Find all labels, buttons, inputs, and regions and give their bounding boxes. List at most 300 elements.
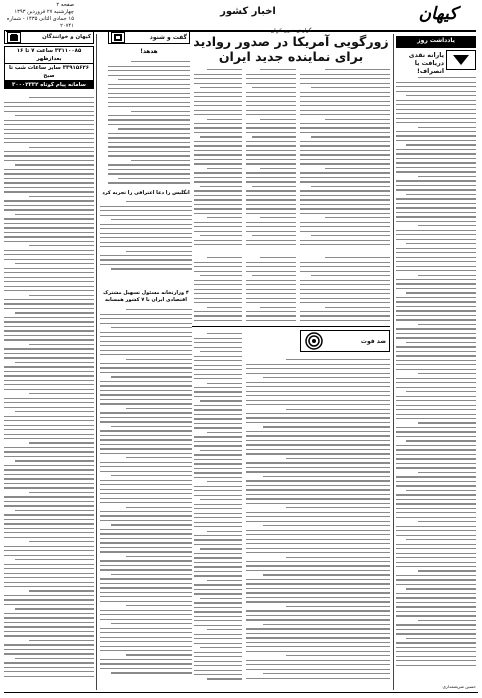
text-line bbox=[246, 172, 296, 173]
text-line bbox=[246, 284, 296, 285]
text-line bbox=[4, 178, 94, 179]
text-line bbox=[4, 155, 94, 156]
text-line bbox=[111, 268, 192, 269]
text-line bbox=[246, 565, 390, 566]
quote-icon bbox=[446, 50, 476, 70]
text-line bbox=[126, 251, 192, 252]
text-line bbox=[194, 78, 242, 79]
text-line bbox=[4, 635, 94, 636]
text-line bbox=[396, 499, 476, 500]
text-line bbox=[194, 105, 242, 106]
text-line bbox=[194, 271, 242, 272]
text-line bbox=[4, 537, 94, 538]
text-line bbox=[246, 145, 296, 146]
text-line bbox=[194, 423, 242, 424]
issue-date: چهارشنبه ۲۷ فروردین ۱۳۹۳ bbox=[14, 9, 74, 15]
text-line bbox=[396, 266, 476, 267]
text-line bbox=[418, 127, 476, 128]
readers-phone-strip bbox=[4, 46, 94, 90]
text-line bbox=[4, 434, 94, 435]
text-line bbox=[4, 519, 94, 520]
text-line bbox=[126, 556, 192, 557]
text-line bbox=[207, 333, 242, 334]
text-line bbox=[108, 84, 190, 85]
text-line bbox=[300, 298, 390, 299]
text-line bbox=[200, 136, 242, 137]
text-line bbox=[100, 242, 192, 243]
text-line bbox=[194, 342, 242, 343]
text-line bbox=[4, 326, 94, 327]
text-line bbox=[246, 289, 296, 290]
text-line bbox=[396, 82, 476, 83]
text-line bbox=[246, 222, 296, 223]
text-line bbox=[246, 395, 390, 396]
text-line bbox=[4, 469, 94, 470]
text-line bbox=[4, 496, 94, 497]
text-line bbox=[406, 440, 476, 441]
text-line bbox=[406, 95, 476, 96]
mid-story-title bbox=[100, 290, 192, 304]
text-line bbox=[406, 588, 476, 589]
text-line bbox=[194, 602, 242, 603]
text-line bbox=[108, 75, 190, 76]
text-line bbox=[4, 617, 94, 618]
text-line bbox=[15, 214, 94, 215]
text-line bbox=[108, 164, 190, 165]
text-line bbox=[246, 154, 296, 155]
text-line bbox=[200, 499, 242, 500]
text-line bbox=[4, 151, 94, 152]
text-line bbox=[246, 226, 296, 227]
text-line bbox=[100, 246, 192, 247]
text-line bbox=[246, 368, 390, 369]
text-line bbox=[100, 637, 192, 638]
text-line bbox=[15, 362, 94, 363]
text-line bbox=[396, 310, 476, 311]
text-line bbox=[100, 336, 192, 337]
text-line bbox=[100, 421, 192, 422]
text-line bbox=[194, 414, 242, 415]
column-divider bbox=[393, 34, 394, 690]
text-line bbox=[100, 350, 192, 351]
text-line bbox=[246, 132, 296, 133]
text-line bbox=[194, 154, 242, 155]
text-line bbox=[396, 153, 476, 154]
text-line bbox=[15, 658, 94, 659]
text-line bbox=[194, 123, 242, 124]
text-line bbox=[100, 498, 192, 499]
text-line bbox=[260, 119, 296, 120]
text-line bbox=[300, 96, 390, 97]
text-line bbox=[100, 538, 192, 539]
text-line bbox=[300, 262, 390, 263]
text-line bbox=[300, 83, 390, 84]
main-headline-line1: زورگویی آمریکا در صدور روادید bbox=[193, 34, 389, 49]
text-line bbox=[396, 418, 476, 419]
text-line bbox=[194, 656, 242, 657]
text-line bbox=[4, 604, 94, 605]
text-line bbox=[194, 320, 242, 321]
text-line bbox=[396, 427, 476, 428]
text-line bbox=[4, 290, 94, 291]
text-line bbox=[207, 580, 242, 581]
text-line bbox=[396, 113, 476, 114]
text-line bbox=[194, 638, 242, 639]
text-line bbox=[396, 575, 476, 576]
text-line bbox=[4, 205, 94, 206]
text-line bbox=[246, 521, 390, 522]
text-line bbox=[4, 348, 94, 349]
text-line bbox=[246, 244, 296, 245]
text-line bbox=[111, 524, 192, 525]
text-line bbox=[300, 302, 390, 303]
text-line bbox=[406, 638, 476, 639]
text-line bbox=[311, 235, 390, 236]
text-line bbox=[246, 543, 390, 544]
text-line bbox=[194, 620, 242, 621]
text-line bbox=[4, 474, 94, 475]
text-line bbox=[4, 303, 94, 304]
text-line bbox=[4, 254, 94, 255]
text-line bbox=[194, 240, 242, 241]
text-line bbox=[194, 244, 242, 245]
text-line bbox=[194, 468, 242, 469]
text-line bbox=[100, 520, 192, 521]
text-line bbox=[200, 186, 242, 187]
text-line bbox=[396, 647, 476, 648]
text-line bbox=[4, 456, 94, 457]
text-line bbox=[246, 123, 296, 124]
text-line bbox=[4, 514, 94, 515]
text-line bbox=[4, 272, 94, 273]
text-line bbox=[194, 284, 242, 285]
text-line bbox=[100, 632, 192, 633]
text-line bbox=[194, 441, 242, 442]
text-line bbox=[396, 409, 476, 410]
text-line bbox=[29, 196, 94, 197]
text-line bbox=[246, 601, 390, 602]
text-line bbox=[396, 651, 476, 652]
target-icon bbox=[304, 332, 324, 350]
right-column-head: یادداشت روز bbox=[396, 36, 476, 48]
text-line bbox=[246, 386, 390, 387]
text-line bbox=[396, 149, 476, 150]
text-line bbox=[100, 210, 192, 211]
text-line bbox=[300, 110, 390, 111]
text-line bbox=[246, 646, 390, 647]
text-line bbox=[100, 439, 192, 440]
text-line bbox=[4, 501, 94, 502]
text-line bbox=[4, 465, 94, 466]
text-line bbox=[396, 301, 476, 302]
text-line bbox=[4, 595, 94, 596]
text-line bbox=[207, 69, 242, 70]
text-line bbox=[406, 490, 476, 491]
text-line bbox=[300, 204, 390, 205]
text-line bbox=[194, 172, 242, 173]
text-line bbox=[263, 377, 390, 378]
text-line bbox=[396, 566, 476, 567]
text-line bbox=[396, 615, 476, 616]
text-line bbox=[100, 332, 192, 333]
text-line bbox=[194, 409, 242, 410]
text-line bbox=[111, 623, 192, 624]
text-line bbox=[246, 280, 296, 281]
text-line bbox=[246, 588, 390, 589]
text-line bbox=[300, 92, 390, 93]
text-line bbox=[194, 190, 242, 191]
text-line bbox=[194, 477, 242, 478]
text-line bbox=[4, 223, 94, 224]
text-line bbox=[418, 373, 476, 374]
text-line bbox=[194, 607, 242, 608]
text-line bbox=[126, 654, 192, 655]
gofto-shenood-subhead: انگلیس را دعا اعترافی را تجربه کرد bbox=[102, 190, 190, 196]
text-line bbox=[246, 512, 390, 513]
text-line bbox=[246, 141, 296, 142]
text-line bbox=[396, 162, 476, 163]
text-line bbox=[246, 471, 390, 472]
text-line bbox=[246, 435, 390, 436]
text-line bbox=[100, 551, 192, 552]
mid-section-head bbox=[300, 330, 390, 352]
text-line bbox=[246, 462, 390, 463]
text-line bbox=[396, 611, 476, 612]
text-line bbox=[15, 164, 94, 165]
text-line bbox=[194, 463, 242, 464]
text-line bbox=[4, 102, 94, 103]
text-line bbox=[300, 163, 390, 164]
newspaper-logo: کیهان bbox=[418, 4, 458, 24]
text-line bbox=[100, 367, 192, 368]
text-line bbox=[300, 154, 390, 155]
text-line bbox=[246, 669, 390, 670]
text-line bbox=[396, 180, 476, 181]
text-line bbox=[207, 119, 242, 120]
text-line bbox=[300, 199, 390, 200]
text-line bbox=[29, 147, 94, 148]
text-line bbox=[300, 226, 390, 227]
text-line bbox=[194, 539, 242, 540]
text-line bbox=[108, 102, 190, 103]
text-line bbox=[194, 204, 242, 205]
text-line bbox=[246, 444, 390, 445]
text-line bbox=[418, 422, 476, 423]
text-line bbox=[108, 169, 190, 170]
text-line bbox=[118, 128, 190, 129]
text-line bbox=[325, 69, 390, 70]
text-line bbox=[246, 619, 390, 620]
text-line bbox=[100, 471, 192, 472]
text-line bbox=[118, 178, 190, 179]
text-line bbox=[194, 513, 242, 514]
text-line bbox=[100, 417, 192, 418]
text-line bbox=[194, 92, 242, 93]
readers-head bbox=[4, 30, 94, 44]
text-line bbox=[246, 298, 296, 299]
text-line bbox=[396, 557, 476, 558]
text-line bbox=[194, 266, 242, 267]
text-line bbox=[246, 503, 390, 504]
text-line bbox=[4, 573, 94, 574]
text-line bbox=[396, 328, 476, 329]
text-line bbox=[325, 119, 390, 120]
text-line bbox=[396, 530, 476, 531]
phone-icon bbox=[7, 32, 21, 43]
text-line bbox=[4, 142, 94, 143]
text-line bbox=[4, 505, 94, 506]
text-line bbox=[100, 489, 192, 490]
text-line bbox=[246, 400, 390, 401]
text-line bbox=[194, 298, 242, 299]
text-line bbox=[194, 83, 242, 84]
text-line bbox=[396, 360, 476, 361]
text-line bbox=[100, 529, 192, 530]
text-line bbox=[194, 486, 242, 487]
text-line bbox=[100, 385, 192, 386]
main-kicker: گزارش خبری کیهان bbox=[270, 28, 312, 34]
text-line bbox=[194, 222, 242, 223]
text-line bbox=[396, 624, 476, 625]
text-line bbox=[15, 312, 94, 313]
text-line bbox=[246, 570, 390, 571]
text-line bbox=[100, 448, 192, 449]
text-line bbox=[4, 120, 94, 121]
text-line bbox=[4, 564, 94, 565]
text-line bbox=[418, 77, 476, 78]
text-line bbox=[194, 127, 242, 128]
text-line bbox=[300, 244, 390, 245]
text-line bbox=[4, 546, 94, 547]
text-line bbox=[418, 570, 476, 571]
column-divider-left bbox=[96, 34, 97, 690]
text-line bbox=[263, 673, 390, 674]
text-line bbox=[100, 259, 192, 260]
text-line bbox=[246, 660, 390, 661]
text-line bbox=[194, 535, 242, 536]
text-line bbox=[15, 559, 94, 560]
text-line bbox=[300, 141, 390, 142]
text-line bbox=[194, 589, 242, 590]
text-line bbox=[300, 289, 390, 290]
text-line bbox=[4, 241, 94, 242]
text-line bbox=[246, 516, 390, 517]
text-line bbox=[126, 359, 192, 360]
main-col-c bbox=[194, 66, 242, 252]
h-logo-icon bbox=[111, 32, 125, 43]
text-line bbox=[194, 141, 242, 142]
text-line bbox=[100, 206, 192, 207]
text-line bbox=[246, 391, 390, 392]
text-line bbox=[108, 146, 190, 147]
text-line bbox=[325, 257, 390, 258]
text-line bbox=[396, 526, 476, 527]
text-line bbox=[4, 218, 94, 219]
text-line bbox=[4, 173, 94, 174]
text-line bbox=[29, 640, 94, 641]
readers-body bbox=[4, 94, 94, 688]
text-line bbox=[246, 431, 390, 432]
text-line bbox=[246, 628, 390, 629]
text-line bbox=[100, 480, 192, 481]
text-line bbox=[4, 286, 94, 287]
text-line bbox=[200, 548, 242, 549]
text-line bbox=[126, 507, 192, 508]
text-line bbox=[100, 345, 192, 346]
text-line bbox=[246, 534, 390, 535]
text-line bbox=[4, 425, 94, 426]
text-line bbox=[4, 420, 94, 421]
text-line bbox=[246, 271, 296, 272]
text-line bbox=[100, 533, 192, 534]
text-line bbox=[4, 353, 94, 354]
text-line bbox=[246, 213, 296, 214]
text-line bbox=[4, 478, 94, 479]
text-line bbox=[396, 135, 476, 136]
text-line bbox=[396, 579, 476, 580]
text-line bbox=[246, 315, 296, 316]
text-line bbox=[194, 557, 242, 558]
text-line bbox=[246, 159, 296, 160]
text-line bbox=[15, 411, 94, 412]
right-article-title-line1: یارانه نقدی bbox=[408, 52, 444, 59]
text-line bbox=[246, 373, 390, 374]
text-line bbox=[300, 159, 390, 160]
text-line bbox=[246, 597, 390, 598]
text-line bbox=[100, 502, 192, 503]
text-line bbox=[4, 451, 94, 452]
sms-number: سامانه پیام کوتاه ۳۰۰۰۲۳۳۲ bbox=[4, 81, 94, 89]
text-line bbox=[194, 418, 242, 419]
text-line bbox=[418, 176, 476, 177]
text-line bbox=[246, 150, 296, 151]
text-line bbox=[246, 561, 390, 562]
text-line bbox=[4, 133, 94, 134]
text-line bbox=[4, 187, 94, 188]
text-line bbox=[15, 510, 94, 511]
text-line bbox=[396, 91, 476, 92]
text-line bbox=[418, 324, 476, 325]
text-line bbox=[286, 458, 390, 459]
text-line bbox=[4, 555, 94, 556]
text-line bbox=[100, 399, 192, 400]
text-line bbox=[100, 641, 192, 642]
text-line bbox=[4, 523, 94, 524]
text-line bbox=[396, 449, 476, 450]
text-line bbox=[194, 369, 242, 370]
main-headline-line2: برای نماینده جدید ایران bbox=[218, 49, 364, 64]
text-line bbox=[194, 454, 242, 455]
text-line bbox=[100, 354, 192, 355]
text-line bbox=[100, 596, 192, 597]
mid-story-title-line2: اقتصادی ایران با ۷ کشور همسایه bbox=[105, 297, 187, 303]
text-line bbox=[4, 277, 94, 278]
text-line bbox=[194, 436, 242, 437]
text-line bbox=[100, 646, 192, 647]
text-line bbox=[286, 606, 390, 607]
text-line bbox=[100, 381, 192, 382]
gofto-shenood-body bbox=[108, 58, 190, 188]
text-line bbox=[300, 213, 390, 214]
text-line bbox=[246, 208, 296, 209]
mid-rule bbox=[192, 326, 390, 327]
text-line bbox=[194, 674, 242, 675]
text-line bbox=[194, 208, 242, 209]
text-line bbox=[4, 281, 94, 282]
text-line bbox=[194, 504, 242, 505]
text-line bbox=[246, 453, 390, 454]
text-line bbox=[194, 195, 242, 196]
